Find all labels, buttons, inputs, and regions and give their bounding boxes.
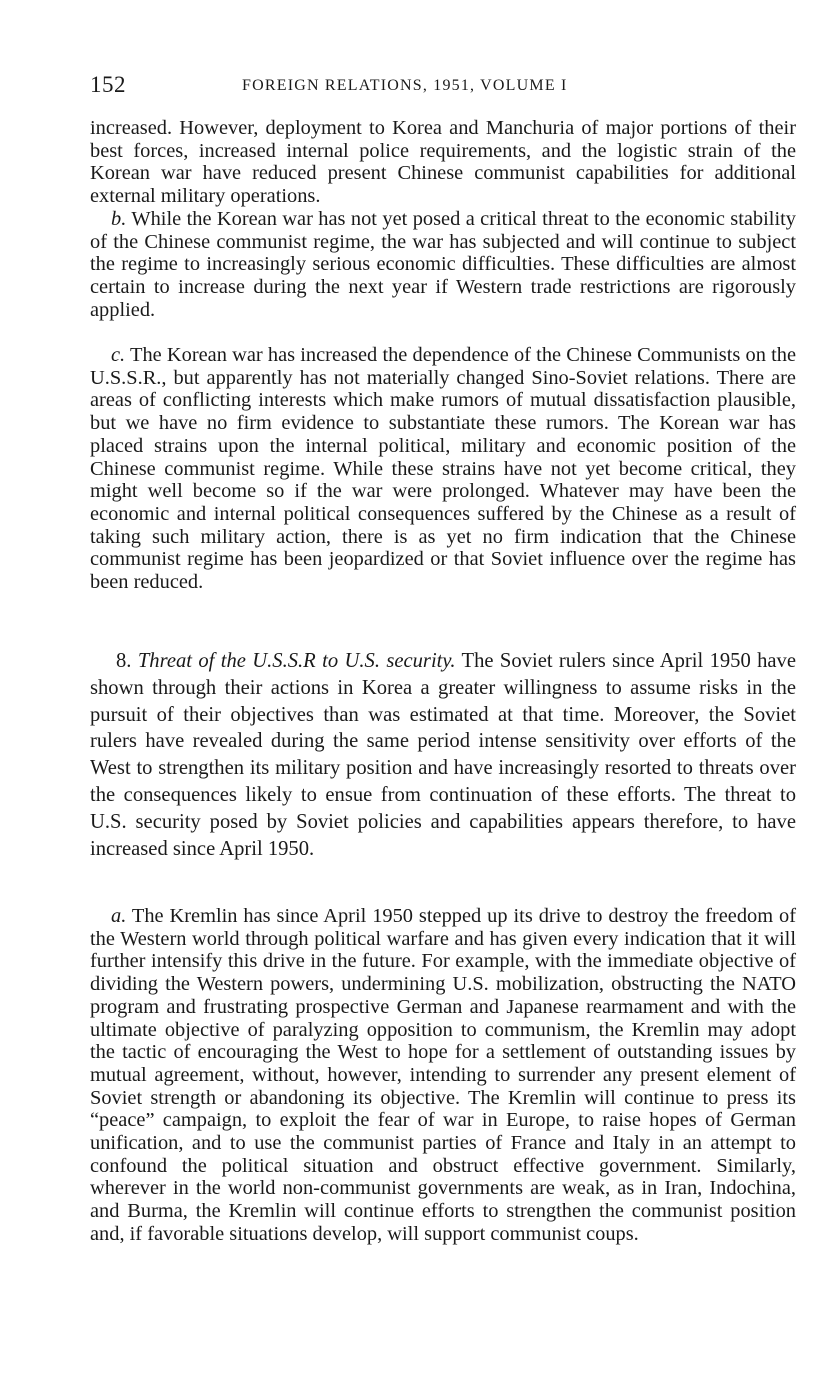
paragraph-c-label: c. <box>111 344 126 366</box>
paragraph-8 <box>90 648 796 862</box>
paragraph-b-label: b. <box>111 208 127 230</box>
running-title: FOREIGN RELATIONS, 1951, VOLUME I <box>242 77 568 94</box>
paragraph-8-text: The Soviet rulers since April 1950 have shown through their actions in Korea a greater willingness to assume risks in the pursuit of their objectives than was estimated at that time. Moreover, the Soviet rulers have revealed during the same period intense sensitivity over efforts of the West to strengthen its military position and have increasingly resorted to threats over the consequences likely to ensue from continuation of these efforts. The threat to U.S. security posed by Soviet policies and capabilities appears therefore, to have increased since April 1950. <box>90 650 796 860</box>
page-header <box>90 72 796 102</box>
paragraph-c <box>90 344 796 594</box>
paragraph-8-heading: Threat of the U.S.S.R to U.S. security. <box>137 650 456 672</box>
paragraph-8-number: 8. <box>116 650 132 672</box>
paragraph-continued <box>90 117 796 208</box>
paragraph-a-label: a. <box>111 905 127 927</box>
paragraph-a-text: The Kremlin has since April 1950 stepped up its drive to destroy the freedom of the Western world through political warfare and has given every indication that it will further intensify this drive in the future. For example, with the immediate objective of dividing the Western powers, undermining U.S. mobilization, obstructing the NATO program and frustrating prospective German and Japanese rearmament and with the ultimate objective of paralyzing opposition to communism, the Kremlin may adopt the tactic of encouraging the West to hope for a settlement of outstanding issues by mutual agreement, without, however, intending to surrender any present element of Soviet strength or abandoning its objective. The Kremlin will continue to press its “peace” campaign, to exploit the fear of war in Europe, to raise hopes of German unification, and to use the communist parties of France and Italy in an attempt to confound the political situation and obstruct effective government. Similarly, wherever in the world non-communist governments are weak, as in Iran, Indochina, and Burma, the Kremlin will continue efforts to strengthen the communist position and, if favorable situations develop, will support communist coups. <box>90 905 796 1245</box>
paragraph-a <box>90 905 796 1246</box>
page-number: 152 <box>90 72 126 97</box>
paragraph-b-text: While the Korean war has not yet posed a critical threat to the economic stability of the Chinese communist regime, the war has subjected and will continue to subject the regime to increasingly serious economic difficulties. These difficulties are almost certain to increase during the next year if Western trade restrictions are rigorously applied. <box>90 208 796 321</box>
paragraph-b <box>90 208 796 322</box>
paragraph-continued-text: increased. However, deployment to Korea and Manchuria of major portions of their best forces, increased internal police requirements, and the logistic strain of the Korean war have reduced present Chinese communist capabilities for additional external military operations. <box>90 117 796 208</box>
paragraph-c-text: The Korean war has increased the dependence of the Chinese Communists on the U.S.S.R., but apparently has not materially changed Sino-Soviet relations. There are areas of conflicting interests which make rumors of mutual dissatisfaction plausible, but we have no firm evidence to substantiate these rumors. The Korean war has placed strains upon the internal political, military and economic position of the Chinese communist regime. While these strains have not yet become critical, they might well become so if the war were prolonged. Whatever may have been the economic and internal political consequences suffered by the Chinese as a result of taking such military action, there is as yet no firm indication that the Chinese communist regime has been jeopardized or that Soviet influence over the regime has been reduced. <box>90 344 797 594</box>
